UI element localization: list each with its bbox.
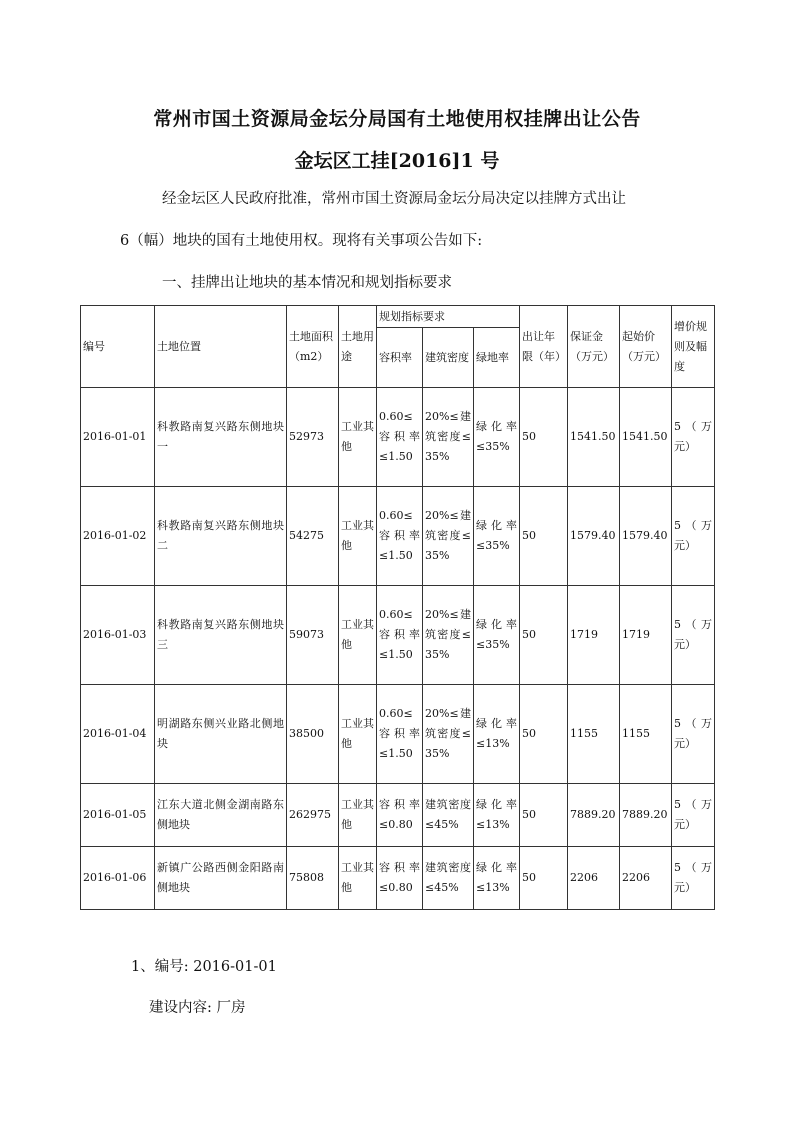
header-start-price: 起始价（万元） — [620, 306, 672, 388]
header-id: 编号 — [81, 306, 155, 388]
cell-far: 0.60≤容积率≤1.50 — [377, 388, 423, 487]
cell-density: 建筑密度≤45% — [423, 847, 474, 910]
cell-density: 20%≤建筑密度≤35% — [423, 388, 474, 487]
cell-location: 科教路南复兴路东侧地块二 — [155, 487, 287, 586]
cell-id: 2016-01-02 — [81, 487, 155, 586]
notice-title: 常州市国土资源局金坛分局国有土地使用权挂牌出让公告 — [153, 108, 641, 130]
table-row — [81, 388, 715, 487]
cell-use: 工业其他 — [339, 586, 377, 685]
cell-increment: 5（万元） — [672, 487, 715, 586]
header-far: 容积率 — [377, 328, 423, 388]
header-location: 土地位置 — [155, 306, 287, 388]
cell-density: 20%≤建筑密度≤35% — [423, 586, 474, 685]
cell-increment: 5（万元） — [672, 685, 715, 784]
cell-green: 绿化率≤13% — [474, 847, 520, 910]
section-heading: 一、挂牌出让地块的基本情况和规划指标要求 — [162, 275, 452, 291]
notice-number: 金坛区工挂[2016]1 号 — [294, 150, 500, 172]
cell-increment: 5（万元） — [672, 784, 715, 847]
cell-id: 2016-01-03 — [81, 586, 155, 685]
cell-start-price: 1155 — [620, 685, 672, 784]
cell-location: 新镇广公路西侧金阳路南侧地块 — [155, 847, 287, 910]
cell-term: 50 — [520, 685, 568, 784]
table-row — [81, 784, 715, 847]
cell-area: 75808 — [287, 847, 339, 910]
cell-density: 20%≤建筑密度≤35% — [423, 685, 474, 784]
cell-start-price: 1541.50 — [620, 388, 672, 487]
cell-density: 20%≤建筑密度≤35% — [423, 487, 474, 586]
cell-location: 科教路南复兴路东侧地块三 — [155, 586, 287, 685]
cell-deposit: 1155 — [568, 685, 620, 784]
cell-far: 容积率≤0.80 — [377, 784, 423, 847]
header-use: 土地用途 — [339, 306, 377, 388]
cell-use: 工业其他 — [339, 784, 377, 847]
header-density: 建筑密度 — [423, 328, 474, 388]
cell-area: 52973 — [287, 388, 339, 487]
cell-id: 2016-01-04 — [81, 685, 155, 784]
item-1-label: 1、编号: 2016-01-01 — [131, 959, 277, 975]
cell-term: 50 — [520, 388, 568, 487]
cell-area: 59073 — [287, 586, 339, 685]
cell-green: 绿化率≤13% — [474, 784, 520, 847]
table-row — [81, 685, 715, 784]
cell-use: 工业其他 — [339, 685, 377, 784]
header-increment: 增价规则及幅度 — [672, 306, 715, 388]
cell-increment: 5（万元） — [672, 847, 715, 910]
table-row — [81, 487, 715, 586]
cell-green: 绿化率≤35% — [474, 586, 520, 685]
cell-area: 54275 — [287, 487, 339, 586]
cell-start-price: 2206 — [620, 847, 672, 910]
cell-far: 0.60≤容积率≤1.50 — [377, 685, 423, 784]
cell-increment: 5（万元） — [672, 388, 715, 487]
cell-green: 绿化率≤35% — [474, 487, 520, 586]
cell-deposit: 1541.50 — [568, 388, 620, 487]
cell-area: 38500 — [287, 685, 339, 784]
cell-area: 262975 — [287, 784, 339, 847]
cell-use: 工业其他 — [339, 847, 377, 910]
header-area: 土地面积（m2） — [287, 306, 339, 388]
intro-paragraph-line-1: 经金坛区人民政府批准，常州市国土资源局金坛分局决定以挂牌方式出让 — [162, 191, 626, 207]
cell-deposit: 2206 — [568, 847, 620, 910]
header-planning-group: 规划指标要求 — [377, 306, 520, 328]
table-row — [81, 586, 715, 685]
cell-deposit: 1719 — [568, 586, 620, 685]
header-green: 绿地率 — [474, 328, 520, 388]
cell-green: 绿化率≤13% — [474, 685, 520, 784]
intro-paragraph-line-2: 6（幅）地块的国有土地使用权。现将有关事项公告如下: — [120, 233, 483, 249]
cell-use: 工业其他 — [339, 487, 377, 586]
cell-start-price: 1579.40 — [620, 487, 672, 586]
cell-use: 工业其他 — [339, 388, 377, 487]
cell-deposit: 7889.20 — [568, 784, 620, 847]
header-deposit: 保证金（万元） — [568, 306, 620, 388]
cell-deposit: 1579.40 — [568, 487, 620, 586]
cell-term: 50 — [520, 784, 568, 847]
table-header-row — [81, 306, 715, 328]
cell-location: 明湖路东侧兴业路北侧地块 — [155, 685, 287, 784]
cell-far: 0.60≤容积率≤1.50 — [377, 487, 423, 586]
table-row — [81, 847, 715, 910]
cell-far: 0.60≤容积率≤1.50 — [377, 586, 423, 685]
header-term: 出让年限（年） — [520, 306, 568, 388]
cell-term: 50 — [520, 487, 568, 586]
cell-start-price: 7889.20 — [620, 784, 672, 847]
cell-location: 江东大道北侧金湖南路东侧地块 — [155, 784, 287, 847]
cell-id: 2016-01-01 — [81, 388, 155, 487]
cell-location: 科教路南复兴路东侧地块一 — [155, 388, 287, 487]
cell-term: 50 — [520, 586, 568, 685]
parcel-table — [80, 305, 715, 910]
cell-green: 绿化率≤35% — [474, 388, 520, 487]
item-1-content: 建设内容: 厂房 — [149, 1000, 246, 1016]
cell-term: 50 — [520, 847, 568, 910]
cell-id: 2016-01-05 — [81, 784, 155, 847]
cell-far: 容积率≤0.80 — [377, 847, 423, 910]
cell-start-price: 1719 — [620, 586, 672, 685]
cell-id: 2016-01-06 — [81, 847, 155, 910]
cell-density: 建筑密度≤45% — [423, 784, 474, 847]
cell-increment: 5（万元） — [672, 586, 715, 685]
